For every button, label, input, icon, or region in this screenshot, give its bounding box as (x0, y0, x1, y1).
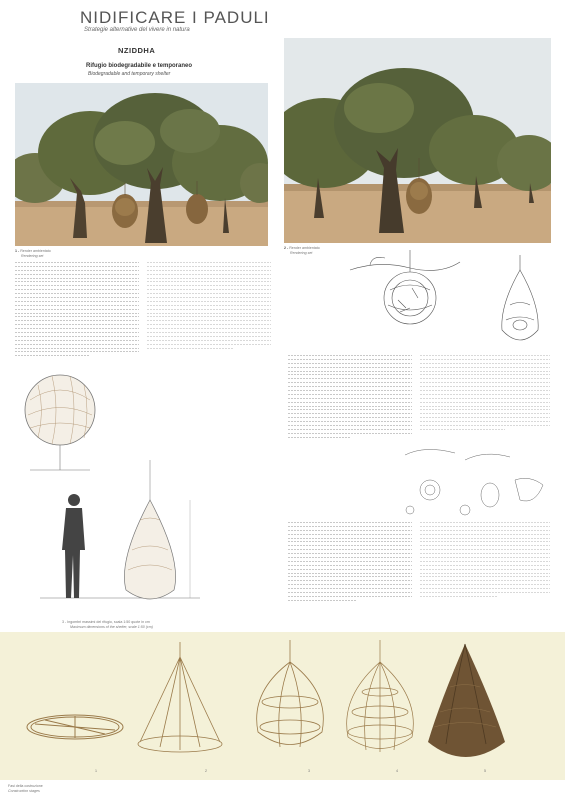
heading-italian: Rifugio biodegradabile e temporaneo (86, 63, 193, 69)
text-block-english-1 (147, 262, 271, 360)
step-label-2: 2 (205, 769, 207, 773)
caption-render-1: 1 - Render ambientato Rendering set (15, 249, 51, 258)
caption-render-2: 2 - Render ambientato Rendering set (284, 246, 320, 255)
text-block-english-3 (420, 522, 550, 612)
step-label-3: 3 (308, 769, 310, 773)
heading-english: Biodegradable and temporary shelter (88, 71, 171, 77)
page-subtitle: Strategie alternative del vivere in natura (84, 27, 190, 33)
text-block-italian-3 (288, 522, 412, 612)
step-label-4: 4 (396, 769, 398, 773)
detail-sketches (395, 445, 550, 520)
render-photo-1 (15, 83, 268, 246)
construction-stages-band (0, 632, 565, 780)
project-name: NZIDDHA (118, 46, 156, 55)
caption-construction: Fasi della costruzione Construction stages (8, 784, 43, 793)
step-label-1: 1 (95, 769, 97, 773)
step-label-5: 5 (484, 769, 486, 773)
render-photo-2 (284, 38, 551, 243)
sketch-drawings (340, 250, 550, 350)
text-block-english-2 (420, 355, 550, 445)
scale-drawing (40, 460, 200, 610)
text-block-italian-1 (15, 262, 139, 360)
text-block-italian-2 (288, 355, 412, 445)
caption-drawing-3: 3 - Ingombri massimi del rifugio, scala 1:50 quote in cm Maximum dimensions of the shelter, scale 1:50 (cm) (62, 620, 153, 629)
page-title: NIDIFICARE I PADULI (80, 8, 270, 27)
